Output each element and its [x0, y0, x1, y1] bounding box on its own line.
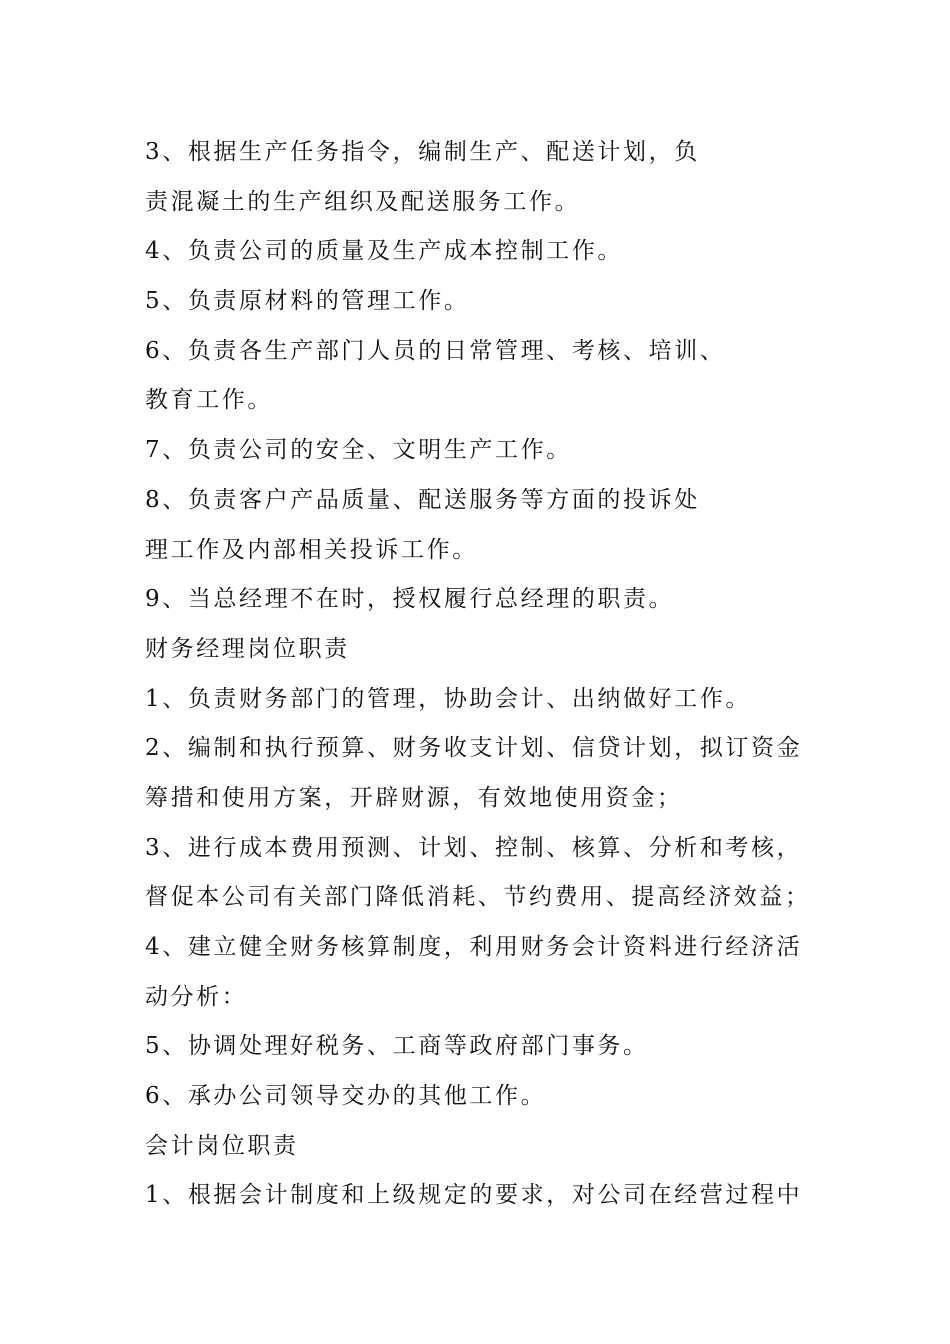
text-line: 1、根据会计制度和上级规定的要求，对公司在经营过程中 [145, 1182, 803, 1209]
document-body [145, 128, 825, 1221]
text-line: 7、负责公司的安全、文明生产工作。 [145, 437, 572, 464]
text-line: 9、当总经理不在时，授权履行总经理的职责。 [145, 586, 675, 613]
text-line: 2、编制和执行预算、财务收支计划、信贷计划，拟订资金 [145, 735, 803, 762]
text-line: 4、建立健全财务核算制度，利用财务会计资料进行经济活 [145, 934, 803, 960]
section-heading-finance-manager: 财务经理岗位职责 [145, 635, 350, 662]
text-line: 8、负责客户产品质量、配送服务等方面的投诉处 [145, 486, 700, 513]
text-line: 1、负责财务部门的管理，协助会计、出纳做好工作。 [145, 685, 752, 712]
section-heading-accountant: 会计岗位职责 [145, 1132, 299, 1159]
text-line: 动分析： [145, 983, 248, 1010]
text-line: 5、协调处理好税务、工商等政府部门事务。 [145, 1033, 649, 1060]
text-line: 筹措和使用方案，开辟财源，有效地使用资金； [145, 784, 683, 811]
text-line: 理工作及内部相关投诉工作。 [145, 536, 478, 563]
text-line: 教育工作。 [145, 387, 273, 414]
text-line: 督促本公司有关部门降低消耗、节约费用、提高经济效益； [145, 884, 811, 911]
text-line: 5、负责原材料的管理工作。 [145, 288, 470, 315]
text-line: 4、负责公司的质量及生产成本控制工作。 [145, 238, 624, 265]
text-line: 责混凝土的生产组织及配送服务工作。 [145, 188, 581, 215]
text-line: 6、承办公司领导交办的其他工作。 [145, 1083, 547, 1110]
text-line: 3、进行成本费用预测、计划、控制、核算、分析和考核， [145, 834, 803, 861]
text-line: 3、根据生产任务指令，编制生产、配送计划，负 [145, 139, 700, 165]
text-line: 6、负责各生产部门人员的日常管理、考核、培训、 [145, 337, 726, 364]
